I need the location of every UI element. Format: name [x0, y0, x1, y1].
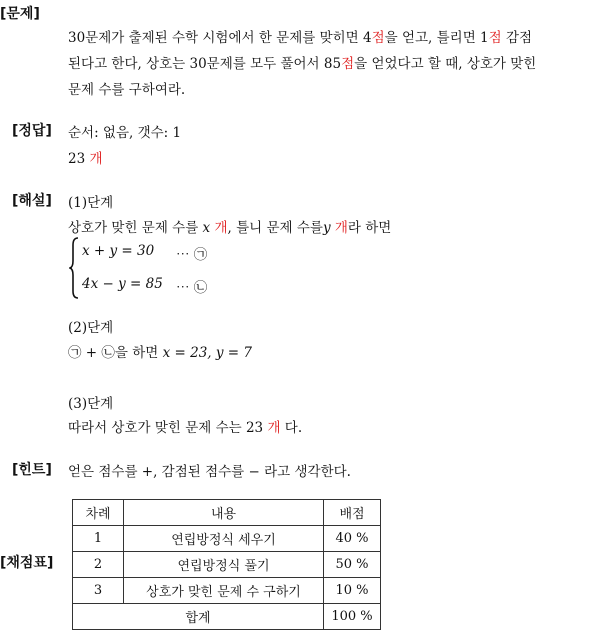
row-score: 40 %: [324, 526, 381, 552]
rubric-label: [채점표]: [0, 555, 54, 571]
answer-line-1: 순서: 없음, 갯수: 1: [68, 125, 182, 141]
total-value: 100 %: [324, 604, 381, 630]
problem-line-1: 30문제가 출제된 수학 시험에서 한 문제를 맞히면 4점을 얻고, 틀리면 1점 감점: [68, 30, 533, 46]
problem-label: [문제]: [0, 6, 40, 22]
step-1-title: (1)단계: [68, 195, 114, 211]
circled-2-icon: ㉡: [193, 280, 208, 296]
equation-1-tag: ⋯ ㉠: [176, 247, 208, 263]
table-header-row: [73, 500, 381, 526]
solution-label: [해설]: [12, 193, 52, 209]
circled-1-icon: ㉠: [193, 247, 208, 263]
row-score: 10 %: [324, 578, 381, 604]
hint-text: 얻은 점수를 +, 감점된 점수를 − 라고 생각한다.: [68, 464, 351, 480]
row-order: 2: [73, 552, 124, 578]
problem-line-2: 된다고 한다, 상호는 30문제를 모두 풀어서 85점을 얻었다고 할 때, 상호가 맞힌: [68, 56, 537, 72]
row-content: 연립방정식 풀기: [124, 552, 324, 578]
header-content: 내용: [124, 500, 324, 526]
header-score: 배점: [324, 500, 381, 526]
equation-1: x + y = 30: [82, 243, 155, 259]
table-row: [73, 578, 381, 604]
total-label: 합계: [73, 604, 324, 630]
table-row: [73, 552, 381, 578]
equation-2: 4x − y = 85: [82, 276, 163, 292]
row-order: 1: [73, 526, 124, 552]
equation-brace: [69, 237, 79, 299]
step-3-title: (3)단계: [68, 396, 114, 412]
solution-text-2: ㉠ + ㉡을 하면 x = 23, y = 7: [68, 345, 253, 361]
row-content: 상호가 맞힌 문제 수 구하기: [124, 578, 324, 604]
answer-label: [정답]: [12, 123, 52, 139]
answer-line-2: 23 개: [68, 151, 103, 167]
header-order: 차례: [73, 500, 124, 526]
equation-2-tag: ⋯ ㉡: [176, 280, 208, 296]
row-order: 3: [73, 578, 124, 604]
rubric-table: [72, 499, 381, 630]
table-row: [73, 526, 381, 552]
hint-label: [힌트]: [12, 462, 52, 478]
problem-line-3: 문제 수를 구하여라.: [68, 82, 186, 98]
solution-text-3: 따라서 상호가 맞힌 문제 수는 23 개 다.: [68, 420, 303, 436]
row-content: 연립방정식 세우기: [124, 526, 324, 552]
row-score: 50 %: [324, 552, 381, 578]
table-total-row: [73, 604, 381, 630]
solution-text-1: 상호가 맞힌 문제 수를 x 개, 틀니 문제 수를y 개라 하면: [68, 220, 392, 236]
step-2-title: (2)단계: [68, 320, 114, 336]
